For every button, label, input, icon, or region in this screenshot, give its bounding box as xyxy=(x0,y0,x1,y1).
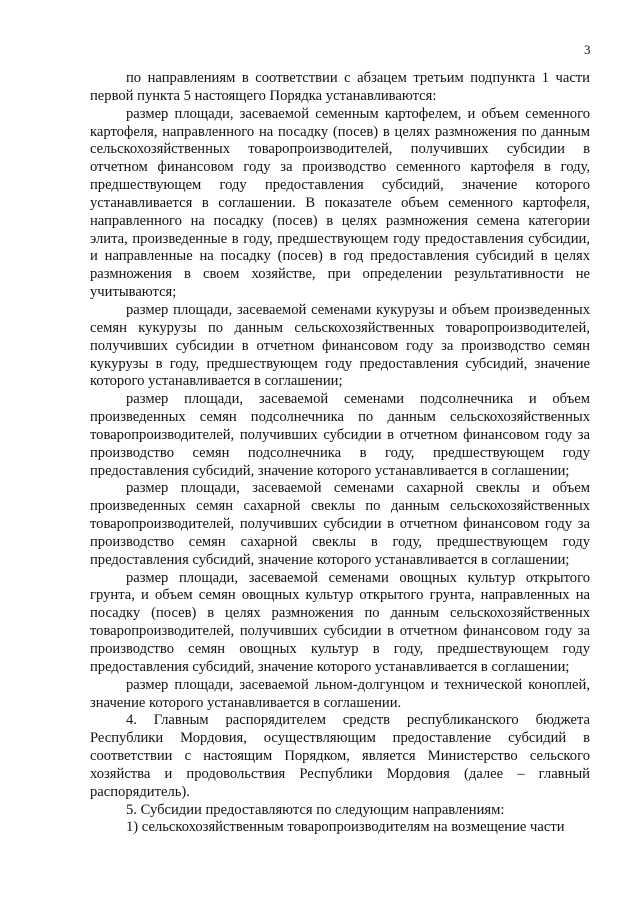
paragraph-section-4: 4. Главным распорядителем средств республиканского бюджета Республики Мордовия, осуществляющим предоставление субсидий в соответствии с настоящим Порядком, является Министерство сельского хозяйства и продовольствия Республики Мордовия (далее – главный распорядитель). xyxy=(90,712,590,800)
paragraph-item-1: 1) сельскохозяйственным товаропроизводителям на возмещение части xyxy=(126,819,565,836)
paragraph-seed-potato: размер площади, засеваемой семенным картофелем, и объем семенного картофеля, направленного на посадку (посев) в целях размножения по данным сельскохозяйственных товаропроизводителей, получивших субсидии в отчетном финансовом году за производство семенного картофеля в году, предшествующем году предоставления субсидий, значение которого устанавливается в соглашении. В показателе объем семенного картофеля, направленного на посадку (посев) в целях размножения семена категории элита, произведенные в году, предшествующем году предоставления субсидии, и направленные на посадку (посев) в год предоставления субсидий в целях размножения в своем хозяйстве, при определении результативности не учитываются; xyxy=(90,105,590,301)
document-body xyxy=(90,70,590,837)
page-number: 3 xyxy=(584,42,591,57)
paragraph-section-5: 5. Субсидии предоставляются по следующим направлениям: xyxy=(126,801,505,818)
paragraph-flax-hemp: размер площади, засеваемой льном-долгунцом и технической коноплей, значение которого устанавливается в соглашении. xyxy=(90,676,590,711)
paragraph-intro: по направлениям в соответствии с абзацем третьим подпункта 1 части первой пункта 5 настоящего Порядка устанавливаются: xyxy=(90,70,590,104)
paragraph-sugar-beet: размер площади, засеваемой семенами сахарной свеклы и объем произведенных семян сахарной свеклы по данным сельскохозяйственных товаропроизводителей, получивших субсидии в отчетном финансовом году за производство семян сахарной свеклы в году, предшествующем году предоставления субсидий, значение которого устанавливается в соглашении; xyxy=(90,480,590,568)
paragraph-vegetables: размер площади, засеваемой семенами овощных культур открытого грунта, и объем семян овощных культур открытого грунта, направленных на посадку (посев) в целях размножения по данным сельскохозяйственных товаропроизводителей, получивших субсидии в отчетном финансовом году за производство семян овощных культур в году, предшествующем году предоставления субсидий, значение которого устанавливается в соглашении; xyxy=(90,569,590,675)
paragraph-corn: размер площади, засеваемой семенами кукурузы и объем произведенных семян кукурузы по данным сельскохозяйственных товаропроизводителей, получивших субсидии в отчетном финансовом году за производство семян кукурузы в году, предшествующем году предоставления субсидий, значение которого устанавливается в соглашении; xyxy=(90,301,590,390)
paragraph-sunflower: размер площади, засеваемой семенами подсолнечника и объем произведенных семян подсолнечника по данным сельскохозяйственных товаропроизводителей, получивших субсидии в отчетном финансовом году за производство семян подсолнечника в году, предшествующем году предоставления субсидий, значение которого устанавливается в соглашении; xyxy=(90,391,590,479)
